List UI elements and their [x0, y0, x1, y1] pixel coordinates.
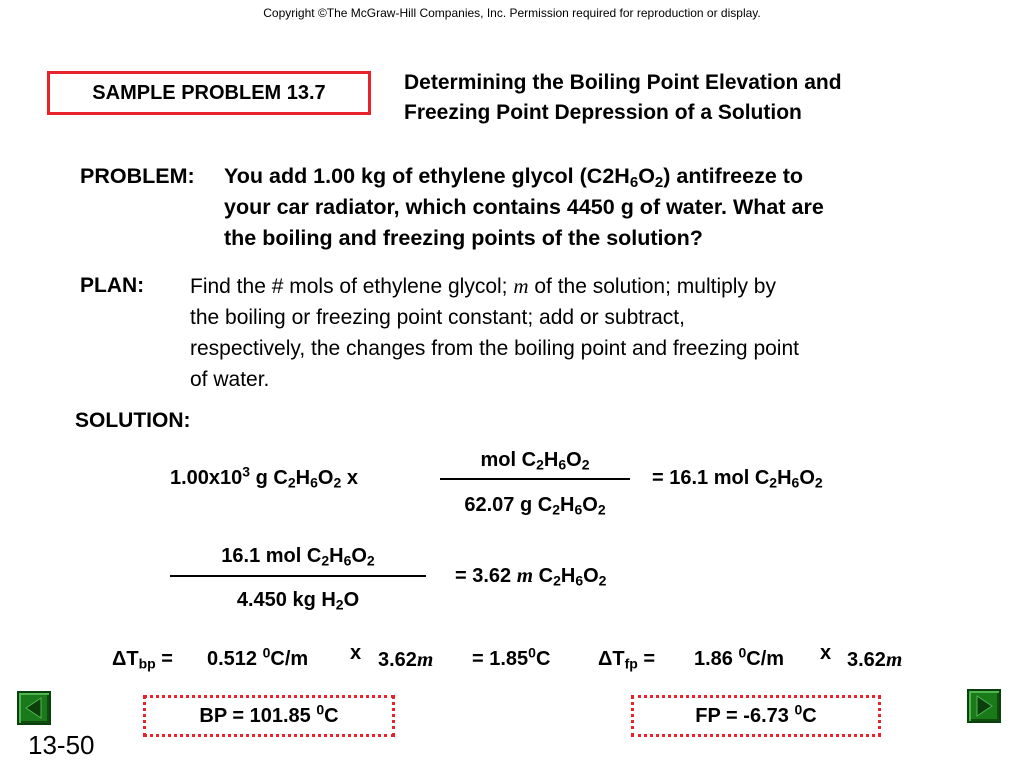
- plan-line-2: the boiling or freezing point constant; add or subtract,: [190, 306, 685, 329]
- kf-value: 1.86 $^0$C/m: [694, 644, 785, 670]
- triangle-left-icon: [19, 693, 49, 723]
- eq1-result: = 16.1 mol $C_2H_6O_2$: [652, 467, 823, 491]
- freezing-point-result: FP = -6.73 $^0$C: [631, 695, 881, 737]
- triangle-right-icon: [969, 691, 999, 721]
- molality-fp: 3.62m: [847, 647, 903, 671]
- title-line-1: Determining the Boiling Point Elevation and: [404, 71, 842, 94]
- delta-icon: Δ: [598, 648, 613, 670]
- eq1-lhs: $1.00x10^3$ g $C_2H_6O_2$ x: [170, 463, 358, 491]
- plan-line-4: of water.: [190, 368, 270, 391]
- boiling-point-result: BP = 101.85 $^0$C: [143, 695, 395, 737]
- multiply-sign-fp: x: [820, 642, 832, 664]
- plan-text: [190, 271, 970, 395]
- eq2-denominator: 4.450 kg $H_2O$: [236, 589, 360, 613]
- sample-problem-label: SAMPLE PROBLEM 13.7: [47, 71, 371, 115]
- delta-tbp-result: = $1.85^0C$: [472, 644, 551, 670]
- problem-line-2: your car radiator, which contains 4450 g of water. What are: [224, 195, 824, 219]
- molality-bp: 3.62m: [378, 647, 434, 671]
- solution-label: SOLUTION:: [75, 409, 191, 432]
- eq2-numerator: 16.1 mol $C_2H_6O_2$: [221, 545, 375, 569]
- copyright-notice: Copyright ©The McGraw-Hill Companies, Inc. Permission required for reproduction or display.: [263, 6, 761, 20]
- plan-line-3: respectively, the changes from the boiling point and freezing point: [190, 337, 799, 360]
- eq1-numerator: mol $C_2H_6O_2$: [480, 449, 590, 473]
- next-slide-button[interactable]: [967, 689, 1001, 723]
- problem-line-1: You add 1.00 kg of ethylene glycol $(C2H_6O_2)$ antifreeze to: [224, 164, 804, 191]
- slide-number: 13-50: [28, 730, 95, 760]
- delta-tfp-label: $\Delta T_{fp}$ =: [598, 648, 656, 672]
- problem-label: PROBLEM:: [80, 164, 195, 188]
- previous-slide-button[interactable]: [17, 691, 51, 725]
- plan-line-1: Find the # mols of ethylene glycol; m of the solution; multiply by: [190, 274, 776, 298]
- eq2-result: = 3.62 m $C_2H_6O_2$: [455, 563, 607, 589]
- plan-label: PLAN:: [80, 274, 145, 297]
- multiply-sign-bp: x: [350, 642, 362, 664]
- delta-tbp-label: $\Delta T_{bp}$ =: [112, 648, 173, 672]
- problem-title: [404, 68, 1004, 128]
- problem-text: [224, 161, 964, 254]
- problem-line-3: the boiling and freezing points of the solution?: [224, 226, 703, 250]
- eq2-fraction-bar: [170, 575, 426, 577]
- kb-value: 0.512 $^0$C/m: [207, 644, 309, 670]
- eq1-denominator: 62.07 g $C_2H_6O_2$: [464, 494, 606, 518]
- title-line-2: Freezing Point Depression of a Solution: [404, 101, 802, 124]
- eq1-fraction-bar: [440, 478, 630, 480]
- delta-icon: Δ: [112, 648, 127, 670]
